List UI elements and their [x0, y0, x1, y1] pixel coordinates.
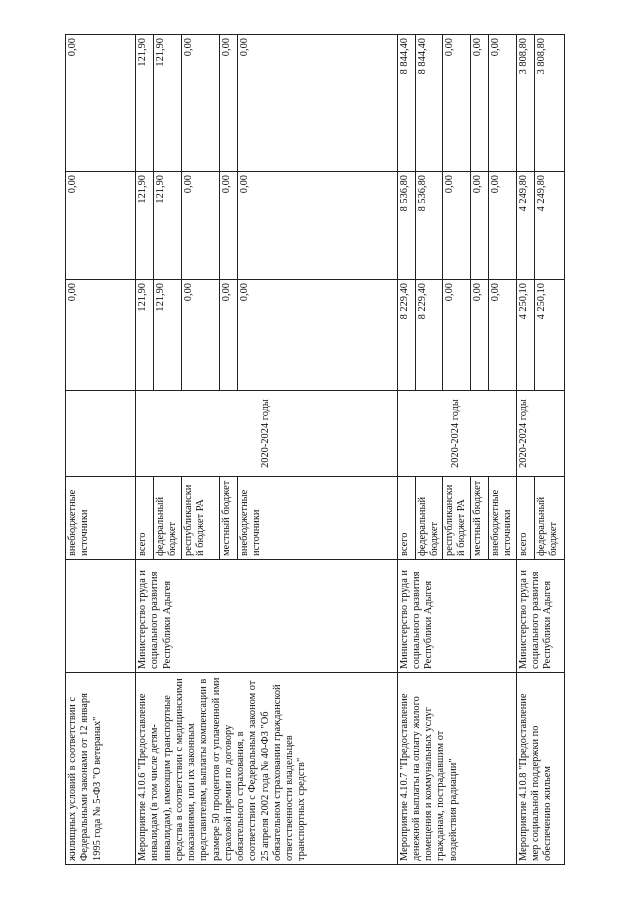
y2020-cell: 8 536,80 [397, 172, 415, 280]
table-row [66, 35, 136, 865]
y2020-cell: 4 249,80 [516, 172, 534, 280]
y2021-cell: 0,00 [488, 35, 516, 172]
activity-cell: Мероприятие 4.10.6 "Предоставление инвалидам (в том числе детям-инвалидам), имеющим транспортные средства в соответствии с медицинскими показаниями, или их законным представителям, выплаты компенсации в размере 50 процентов от уплаченной ими страховой премии по договору обязательного страхования, в соответствии с Федеральным законом от 25 апреля 2002 года № 40-ФЗ "Об обязательном страховании гражданской ответственности владельцев транспортных средств" [136, 673, 398, 865]
source-cell: местный бюджет [219, 477, 237, 560]
y2021-cell: 0,00 [66, 35, 136, 172]
y2020-cell: 0,00 [66, 172, 136, 280]
source-cell: местный бюджет [470, 477, 488, 560]
source-cell: внебюджетные источники [488, 477, 516, 560]
y2021-cell: 3 808,80 [534, 35, 564, 172]
source-cell: внебюджетные источники [66, 477, 136, 560]
table-row [516, 35, 534, 865]
y2020-cell: 0,00 [181, 172, 219, 280]
budget-table [65, 34, 565, 865]
source-cell: всего [397, 477, 415, 560]
table-row [136, 35, 154, 865]
rotated-table-wrapper [65, 35, 559, 865]
source-cell: федеральный бюджет [415, 477, 443, 560]
y2021-cell: 0,00 [443, 35, 471, 172]
y2020-cell: 0,00 [443, 172, 471, 280]
responsible-cell [66, 560, 136, 673]
y2021-cell: 121,90 [154, 35, 182, 172]
total-cell: 4 250,10 [534, 280, 564, 391]
total-cell: 121,90 [136, 280, 154, 391]
period-cell: 2020-2024 годы [397, 391, 516, 477]
y2021-cell: 0,00 [219, 35, 237, 172]
y2021-cell: 3 808,80 [516, 35, 534, 172]
total-cell: 8 229,40 [415, 280, 443, 391]
y2020-cell: 121,90 [154, 172, 182, 280]
total-cell: 0,00 [488, 280, 516, 391]
activity-cell: Мероприятие 4.10.7 "Предоставление денежной выплаты на оплату жилого помещения и коммунальных услуг гражданам, пострадавшим от воздействия радиации" [397, 673, 516, 865]
activity-cell: жилищных условий в соответствии с Федеральными законами от 12 января 1995 года № 5-ФЗ "О ветеранах" [66, 673, 136, 865]
total-cell: 0,00 [66, 280, 136, 391]
y2020-cell: 0,00 [470, 172, 488, 280]
y2021-cell: 121,90 [136, 35, 154, 172]
y2021-cell: 0,00 [181, 35, 219, 172]
y2021-cell: 0,00 [237, 35, 397, 172]
total-cell: 0,00 [219, 280, 237, 391]
y2020-cell: 121,90 [136, 172, 154, 280]
total-cell: 0,00 [443, 280, 471, 391]
source-cell: республиканский бюджет РА [181, 477, 219, 560]
total-cell: 0,00 [470, 280, 488, 391]
total-cell: 8 229,40 [397, 280, 415, 391]
source-cell: внебюджетные источники [237, 477, 397, 560]
y2020-cell: 8 536,80 [415, 172, 443, 280]
responsible-cell: Министерство труда и социального развития Республики Адыгея [516, 560, 564, 673]
period-cell: 2020-2024 годы [136, 391, 398, 477]
y2021-cell: 8 844,40 [415, 35, 443, 172]
responsible-cell: Министерство труда и социального развития Республики Адыгея [397, 560, 516, 673]
total-cell: 0,00 [237, 280, 397, 391]
source-cell: всего [136, 477, 154, 560]
period-cell: 2020-2024 годы [516, 391, 564, 477]
total-cell: 121,90 [154, 280, 182, 391]
total-cell: 4 250,10 [516, 280, 534, 391]
total-cell: 0,00 [181, 280, 219, 391]
source-cell: федеральный бюджет [534, 477, 564, 560]
y2020-cell: 0,00 [237, 172, 397, 280]
table-row [397, 35, 415, 865]
source-cell: федеральный бюджет [154, 477, 182, 560]
responsible-cell: Министерство труда и социального развития Республики Адыгея [136, 560, 398, 673]
source-cell: республиканский бюджет РА [443, 477, 471, 560]
y2020-cell: 4 249,80 [534, 172, 564, 280]
source-cell: всего [516, 477, 534, 560]
y2021-cell: 0,00 [470, 35, 488, 172]
y2020-cell: 0,00 [488, 172, 516, 280]
y2021-cell: 8 844,40 [397, 35, 415, 172]
y2020-cell: 0,00 [219, 172, 237, 280]
activity-cell: Мероприятие 4.10.8 "Предоставление мер социальной поддержки по обеспечению жильем [516, 673, 564, 865]
period-cell [66, 391, 136, 477]
